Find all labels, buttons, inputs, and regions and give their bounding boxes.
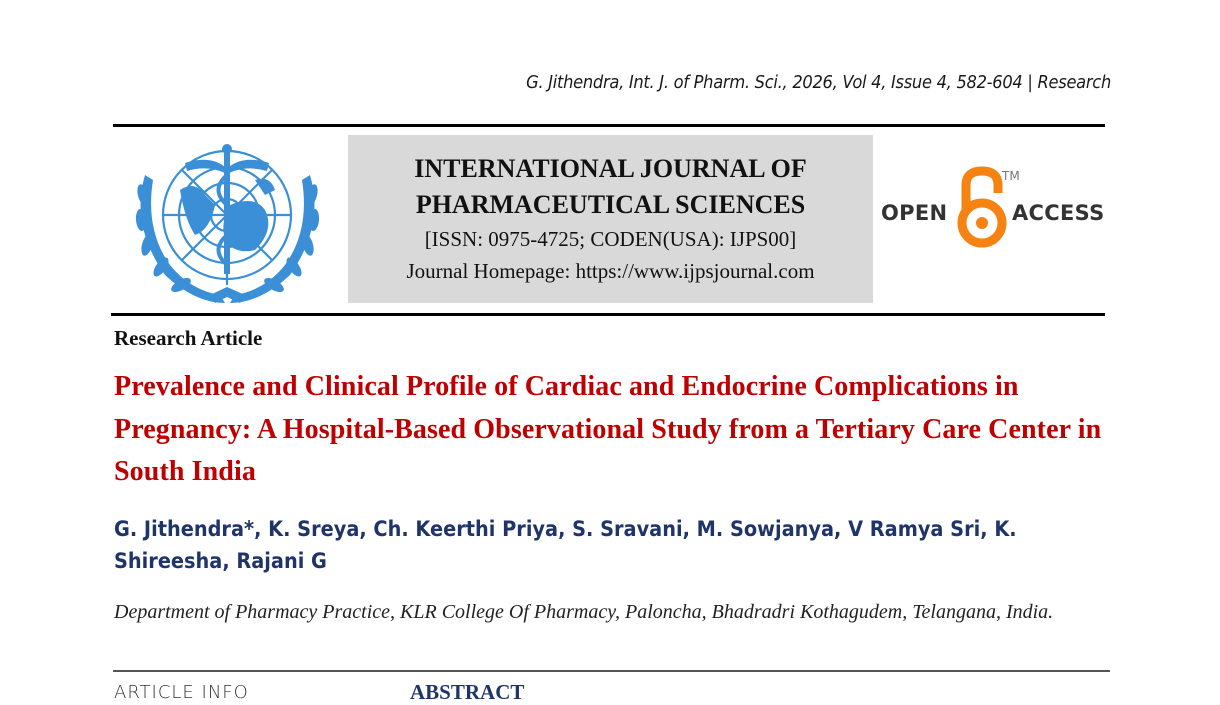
issn-line: [ISSN: 0975-4725; CODEN(USA): IJPS00] <box>424 227 797 251</box>
header-top-rule <box>113 124 1105 127</box>
author-affiliation: Department of Pharmacy Practice, KLR College Of Pharmacy, Paloncha, Bhadradri Kothagudem, Telangana, India. <box>114 601 1054 623</box>
open-label: OPEN <box>881 201 948 225</box>
journal-homepage[interactable]: Journal Homepage: https://www.ijpsjournal.com <box>406 259 815 283</box>
open-access-logo <box>878 163 1113 253</box>
affiliation-divider <box>113 670 1110 672</box>
article-type-label: Research Article <box>114 326 263 350</box>
article-title: Prevalence and Clinical Profile of Cardiac and Endocrine Complications in Pregnancy: A Hospital-Based Observational Study from a Tertiary Care Center in South India <box>114 371 1102 487</box>
who-emblem-icon <box>125 135 330 307</box>
journal-name-line1: INTERNATIONAL JOURNAL OF <box>414 154 807 183</box>
journal-masthead <box>348 135 873 303</box>
running-head: G. Jithendra, Int. J. of Pharm. Sci., 2026, Vol 4, Issue 4, 582-604 | Research <box>526 73 1111 93</box>
journal-name-line2: PHARMACEUTICAL SCIENCES <box>415 190 806 219</box>
abstract-heading: ABSTRACT <box>410 680 525 704</box>
open-access-lock-icon <box>956 163 1008 253</box>
access-label: ACCESS <box>1012 201 1105 225</box>
trademark-label: TM <box>1002 169 1020 183</box>
header-bottom-rule <box>111 313 1105 316</box>
article-info-heading: ARTICLE INFO <box>114 682 249 703</box>
author-list: G. Jithendra*, K. Sreya, Ch. Keerthi Priya, S. Sravani, M. Sowjanya, V Ramya Sri, K. Shireesha, Rajani G <box>114 517 1017 573</box>
